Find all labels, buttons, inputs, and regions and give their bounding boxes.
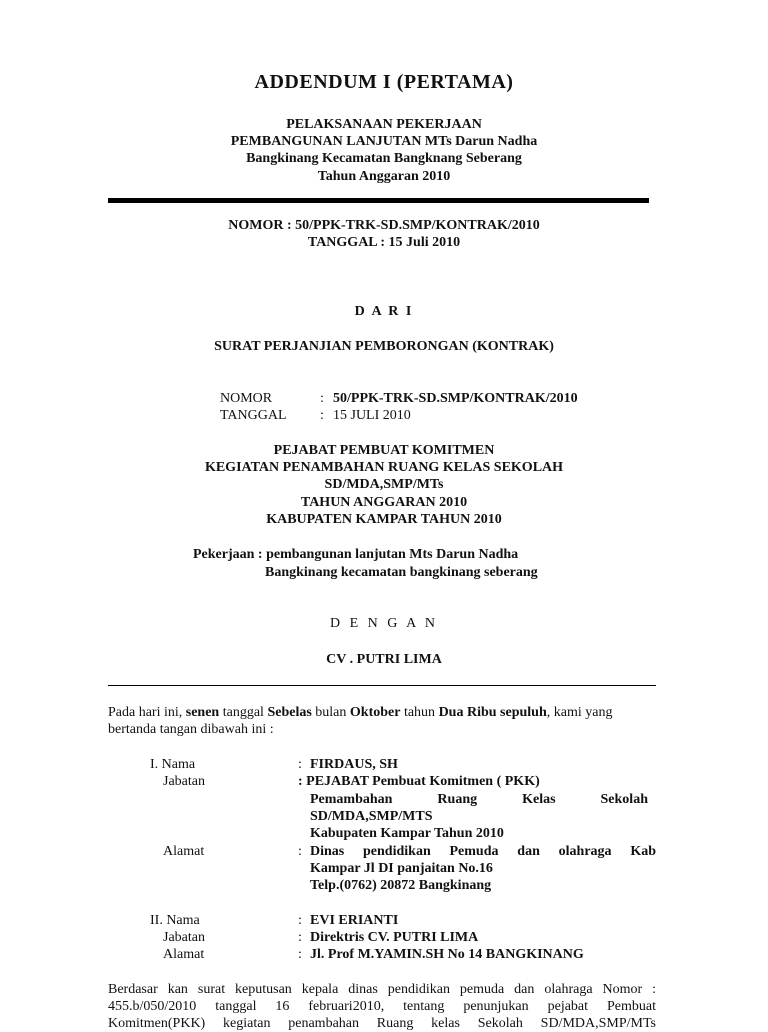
party2-nama: EVI ERIANTI (310, 913, 399, 928)
text: tahun (400, 705, 439, 720)
text: bulan (311, 705, 350, 720)
intro-line (108, 704, 656, 721)
header-line: Tahun Anggaran 2010 (317, 169, 451, 184)
dari-heading: D A R I (354, 304, 414, 319)
colon: : (298, 930, 302, 945)
ref-tanggal-label: TANGGAL (220, 408, 287, 423)
colon: : (298, 844, 302, 859)
dengan-heading: D E N G A N (329, 616, 439, 631)
colon: : (298, 757, 302, 772)
month: Oktober (349, 705, 401, 720)
colon: : (320, 391, 324, 406)
pekerjaan-line: Bangkinang kecamatan bangkinang seberang (265, 565, 538, 580)
party1-jabatan: Pemambahan Ruang Kelas Sekolah (310, 792, 648, 807)
day: senen (185, 705, 220, 720)
year: Dua Ribu sepuluh (438, 705, 547, 720)
colon: : (298, 947, 302, 962)
colon: : (298, 913, 302, 928)
header-line: PEMBANGUNAN LANJUTAN MTs Darun Nadha (230, 134, 538, 149)
party1-jabatan: : PEJABAT Pembuat Komitmen ( PKK) (298, 774, 540, 789)
document-title: ADDENDUM I (PERTAMA) (254, 71, 514, 93)
party2-nama-label: II. Nama (150, 913, 200, 928)
pejabat-line: SD/MDA,SMP/MTs (324, 477, 444, 492)
pekerjaan-line: Pekerjaan : pembangunan lanjutan Mts Darun Nadha (193, 547, 519, 562)
header-line: Bangkinang Kecamatan Bangknang Seberang (246, 151, 522, 166)
divider (108, 685, 656, 686)
party2-alamat: Jl. Prof M.YAMIN.SH No 14 BANGKINANG (310, 947, 584, 962)
party1-nama: FIRDAUS, SH (310, 757, 398, 772)
party1-jabatan: Kabupaten Kampar Tahun 2010 (310, 826, 504, 841)
pejabat-line: TAHUN ANGGARAN 2010 (300, 495, 468, 510)
party1-nama-label: I. Nama (150, 757, 196, 772)
nomor-line: NOMOR : 50/PPK-TRK-SD.SMP/KONTRAK/2010 (228, 218, 540, 233)
tanggal-line: TANGGAL : 15 Juli 2010 (307, 235, 461, 250)
closing-line: Komitmen(PKK) kegiatan penambahan Ruang kelas Sekolah SD/MDA,SMP/MTs (108, 1016, 656, 1031)
ref-nomor-value: 50/PPK-TRK-SD.SMP/KONTRAK/2010 (333, 391, 578, 406)
date: Sebelas (267, 705, 312, 720)
header-line: PELAKSANAAN PEKERJAAN (286, 117, 482, 132)
ref-nomor-label: NOMOR (220, 391, 273, 406)
ref-tanggal-value: 15 JULI 2010 (333, 408, 411, 423)
cv-name: CV . PUTRI LIMA (326, 652, 442, 667)
party1-alamat: Telp.(0762) 20872 Bangkinang (310, 878, 492, 893)
party1-alamat: Dinas pendidikan Pemuda dan olahraga Kab (310, 844, 656, 859)
surat-heading: SURAT PERJANJIAN PEMBORONGAN (KONTRAK) (214, 339, 554, 354)
closing-line: Berdasar kan surat keputusan kepala dinas pendidikan pemuda dan olahraga Nomor : (108, 982, 656, 997)
text: tanggal (219, 705, 268, 720)
header-divider (108, 198, 649, 203)
pejabat-line: KEGIATAN PENAMBAHAN RUANG KELAS SEKOLAH (204, 460, 564, 475)
closing-line: 455.b/050/2010 tanggal 16 februari2010, tentang penunjukan pejabat Pembuat (108, 999, 656, 1014)
party1-jabatan-label: Jabatan (163, 774, 205, 789)
party1-alamat-label: Alamat (163, 844, 205, 859)
intro-line: bertanda tangan dibawah ini : (108, 722, 274, 737)
party2-jabatan-label: Jabatan (163, 930, 205, 945)
party1-jabatan: SD/MDA,SMP/MTS (310, 809, 433, 824)
text: Pada hari ini, (108, 705, 186, 720)
party2-jabatan: Direktris CV. PUTRI LIMA (310, 930, 479, 945)
colon: : (320, 408, 324, 423)
pejabat-line: KABUPATEN KAMPAR TAHUN 2010 (266, 512, 502, 527)
party1-alamat: Kampar Jl DI panjaitan No.16 (310, 861, 493, 876)
text: , kami yang (546, 705, 613, 720)
pejabat-line: PEJABAT PEMBUAT KOMITMEN (273, 443, 495, 458)
party2-alamat-label: Alamat (163, 947, 205, 962)
